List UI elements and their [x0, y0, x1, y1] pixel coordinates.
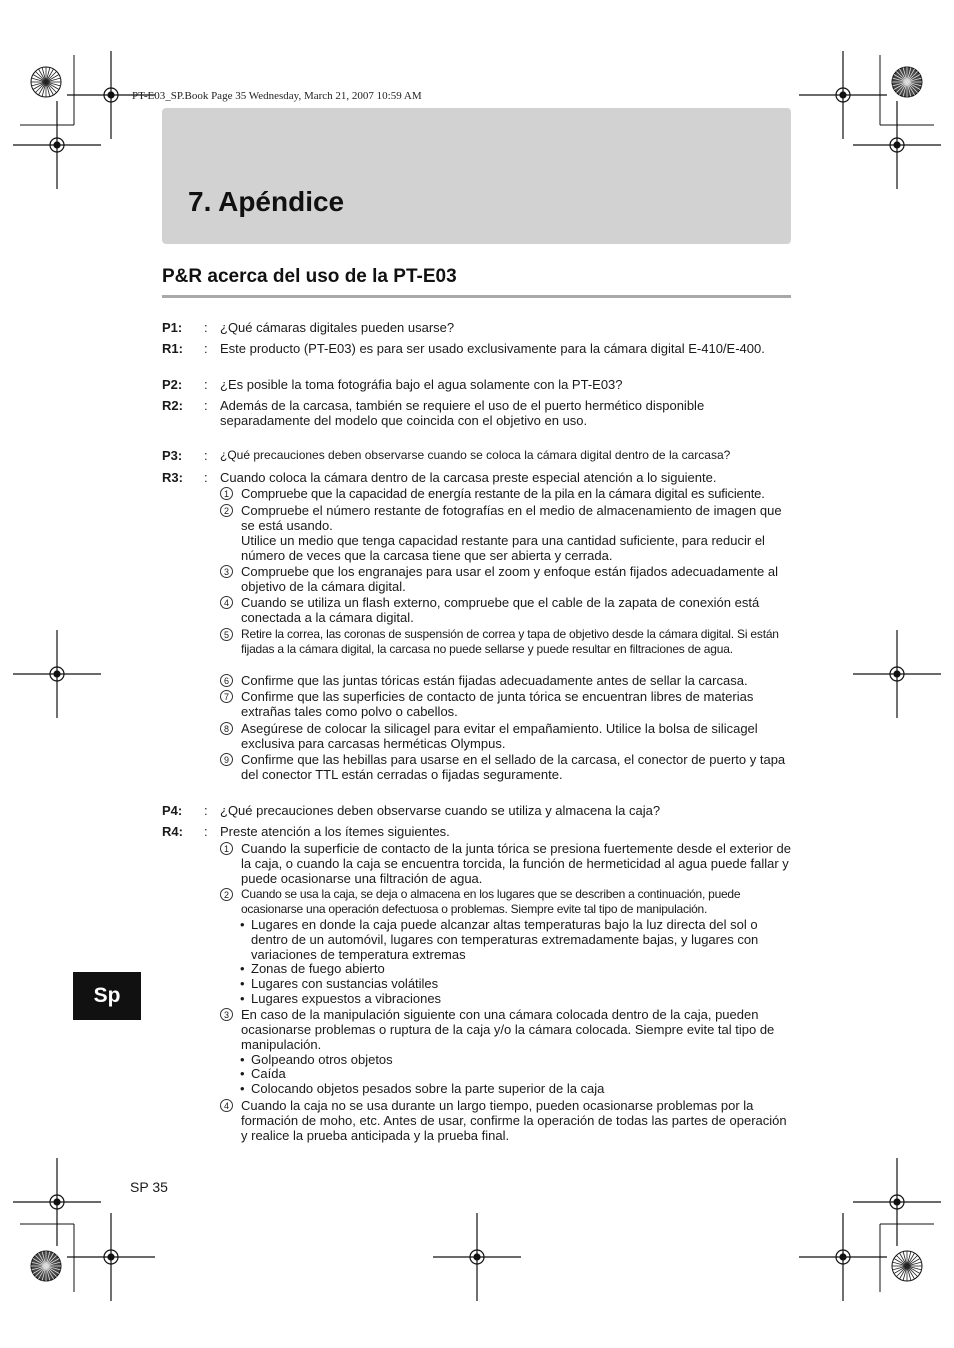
r3-item-4 [220, 595, 795, 625]
qa-r2 [0, 398, 954, 430]
qa-label: R3: [162, 470, 183, 485]
circled-number: 2 [220, 504, 233, 517]
item-text: Cuando se utiliza un flash externo, compruebe que el cable de la zapata de conexión está conectada a la cámara digital. [241, 595, 760, 625]
qa-label: P2: [162, 377, 183, 392]
qa-text: ¿Qué precauciones deben observarse cuando se utiliza y almacena la caja? [220, 803, 661, 818]
item-text: Compruebe que la capacidad de energía restante de la pila en la cámara digital es suficiente. [241, 486, 765, 501]
item-text: Confirme que las hebillas para usarse en el sellado de la carcasa, el conector de puerto y tapa del conector TTL están cerradas o fijadas seguramente. [241, 752, 786, 782]
r3-item-6 [220, 673, 795, 688]
crosshair-mark [433, 1213, 521, 1301]
qa-colon: : [204, 448, 208, 463]
crosshair-mark [67, 1213, 155, 1301]
bullet-text: Colocando objetos pesados sobre la parte superior de la caja [251, 1081, 605, 1096]
registration-rosette [31, 67, 61, 97]
bullet-text: Zonas de fuego abierto [251, 961, 385, 976]
circled-number: 3 [220, 565, 233, 578]
item-text: Retire la correa, las coronas de suspensión de correa y tapa de objetivo desde la cámara digital. Si están fijadas a la cámara digital, la carcasa no puede sellarse y puede resultar en filtraciones de agua. [241, 627, 779, 656]
qa-label: P4: [162, 803, 183, 818]
bullet-mark: • [240, 917, 245, 932]
registration-rosette [31, 1251, 61, 1281]
bullet-text: Golpeando otros objetos [251, 1052, 393, 1067]
qa-text: ¿Qué cámaras digitales pueden usarse? [220, 320, 455, 335]
item-extra-text: Utilice un medio que tenga capacidad restante para una cantidad suficiente, para reducir el número de veces que la carcasa tiene que ser abierta y cerrada. [241, 533, 765, 563]
r3-item-7 [220, 689, 795, 719]
qa-text: Cuando coloca la cámara dentro de la carcasa preste especial atención a lo siguiente. [220, 470, 717, 485]
qa-r3 [0, 470, 954, 486]
item-text: Confirme que las superficies de contacto de junta tórica se encuentran libres de materias extrañas tales como polvo o cabellos. [241, 689, 754, 719]
crosshair-mark [853, 1158, 941, 1246]
item-text: Asegúrese de colocar la silicagel para evitar el empañamiento. Utilice la bolsa de silicagel exclusiva para carcasas herméticas Olympus. [241, 721, 758, 751]
crosshair-mark [13, 630, 101, 718]
qa-p3 [0, 448, 954, 464]
r4-item-2-bullet-4 [240, 991, 795, 1006]
qa-r4 [0, 824, 954, 840]
crosshair-mark [13, 101, 101, 189]
circled-number: 1 [220, 842, 233, 855]
item-text: En caso de la manipulación siguiente con una cámara colocada dentro de la caja, pueden ocasionarse problemas o ruptura de la caja y/o la cámara colocada. Siempre evite tal tipo de manipulación. [241, 1007, 775, 1052]
bullet-text: Lugares expuestos a vibraciones [251, 991, 442, 1006]
r3-item-5 [220, 627, 795, 656]
r3-item-1 [220, 486, 795, 501]
qa-p2 [0, 377, 954, 393]
crosshair-mark [799, 1213, 887, 1301]
qa-text: ¿Qué precauciones deben observarse cuando se coloca la cámara digital dentro de la carcasa? [220, 448, 731, 462]
r4-item-2-bullet-1 [240, 917, 795, 962]
qa-text: Además de la carcasa, también se requiere el uso de el puerto hermético disponible separadamente del modelo que coincida con el objetivo en uso. [220, 398, 705, 428]
registration-rosette [892, 1251, 922, 1281]
bullet-text: Caída [251, 1066, 286, 1081]
crosshair-mark [799, 51, 887, 139]
qa-text: Este producto (PT-E03) es para ser usado exclusivamente para la cámara digital E-410/E-400. [220, 341, 765, 356]
qa-colon: : [204, 341, 208, 356]
qa-colon: : [204, 320, 208, 335]
circled-number: 8 [220, 722, 233, 735]
qa-label: R2: [162, 398, 183, 413]
circled-number: 4 [220, 1099, 233, 1112]
r4-item-3-bullet-3 [240, 1081, 795, 1096]
chapter-title: 7. Apéndice [188, 186, 345, 217]
crosshair-mark [853, 101, 941, 189]
qa-text: Preste atención a los ítemes siguientes. [220, 824, 450, 839]
section-divider [162, 295, 791, 298]
qa-colon: : [204, 398, 208, 413]
r3-item-9 [220, 752, 795, 782]
circled-number: 5 [220, 628, 233, 641]
r3-item-3 [220, 564, 795, 594]
item-text: Cuando se usa la caja, se deja o almacena en los lugares que se describen a continuación, puede ocasionarse una operación defectuosa o problemas. Siempre evite tal tipo de manipulación. [241, 887, 741, 916]
item-text: Cuando la caja no se usa durante un largo tiempo, pueden ocasionarse problemas por la formación de moho, etc. Antes de usar, confirme la operación de todas las partes de operación y realice la prueba anticipada y la prueba final. [241, 1098, 787, 1143]
item-text: Confirme que las juntas tóricas están fijadas adecuadamente antes de sellar la carcasa. [241, 673, 748, 688]
r4-item-3-bullet-2 [240, 1066, 795, 1081]
r3-item-2 [220, 503, 795, 563]
bullet-text: Lugares en donde la caja puede alcanzar altas temperaturas bajo la luz directa del sol o dentro de un automóvil, lugares con temperaturas extremadamente bajas, y lugares con variaciones de temperatura extremas [251, 917, 759, 962]
section-title: P&R acerca del uso de la PT-E03 [162, 266, 457, 287]
circled-number: 7 [220, 690, 233, 703]
bullet-mark: • [240, 1066, 245, 1081]
circled-number: 9 [220, 753, 233, 766]
item-text: Compruebe el número restante de fotografías en el medio de almacenamiento de imagen que se está usando. [241, 503, 782, 533]
crosshair-mark [13, 1158, 101, 1246]
r4-item-4 [220, 1098, 795, 1143]
bullet-mark: • [240, 961, 245, 976]
item-text: Cuando la superficie de contacto de la junta tórica se presiona fuertemente desde el exterior de la caja, o cuando la caja se encuentra torcida, la función de hermeticidad al agua puede fallar y puede ocasionarse una filtración de agua. [241, 841, 791, 886]
r4-item-3-bullet-1 [240, 1052, 795, 1067]
qa-colon: : [204, 377, 208, 392]
circled-number: 6 [220, 674, 233, 687]
qa-r1 [0, 341, 954, 357]
qa-text: ¿Es posible la toma fotográfia bajo el agua solamente con la PT-E03? [220, 377, 623, 392]
bullet-mark: • [240, 976, 245, 991]
bullet-mark: • [240, 991, 245, 1006]
file-header-line: PT-E03_SP.Book Page 35 Wednesday, March 21, 2007 10:59 AM [132, 90, 422, 102]
circled-number: 4 [220, 596, 233, 609]
bullet-mark: • [240, 1052, 245, 1067]
r4-item-2-bullet-3 [240, 976, 795, 991]
circled-number: 3 [220, 1008, 233, 1021]
qa-colon: : [204, 470, 208, 485]
qa-label: R4: [162, 824, 183, 839]
circled-number: 2 [220, 888, 233, 901]
qa-p4 [0, 803, 954, 819]
circled-number: 1 [220, 487, 233, 500]
r4-item-2 [220, 887, 795, 917]
qa-label: P1: [162, 320, 183, 335]
qa-colon: : [204, 803, 208, 818]
qa-colon: : [204, 824, 208, 839]
page-number: SP 35 [130, 1179, 168, 1195]
registration-rosette [892, 67, 922, 97]
bullet-mark: • [240, 1081, 245, 1096]
chapter-banner [162, 108, 791, 244]
qa-label: R1: [162, 341, 183, 356]
qa-p1 [0, 320, 954, 336]
bullet-text: Lugares con sustancias volátiles [251, 976, 439, 991]
qa-label: P3: [162, 448, 183, 463]
r3-item-8 [220, 721, 795, 751]
r4-item-2-bullet-2 [240, 961, 795, 976]
r4-item-3 [220, 1007, 795, 1052]
crosshair-mark [853, 630, 941, 718]
item-text: Compruebe que los engranajes para usar el zoom y enfoque están fijados adecuadamente al objetivo de la cámara digital. [241, 564, 778, 594]
r4-item-1 [220, 841, 795, 886]
language-tab: Sp [73, 972, 141, 1020]
